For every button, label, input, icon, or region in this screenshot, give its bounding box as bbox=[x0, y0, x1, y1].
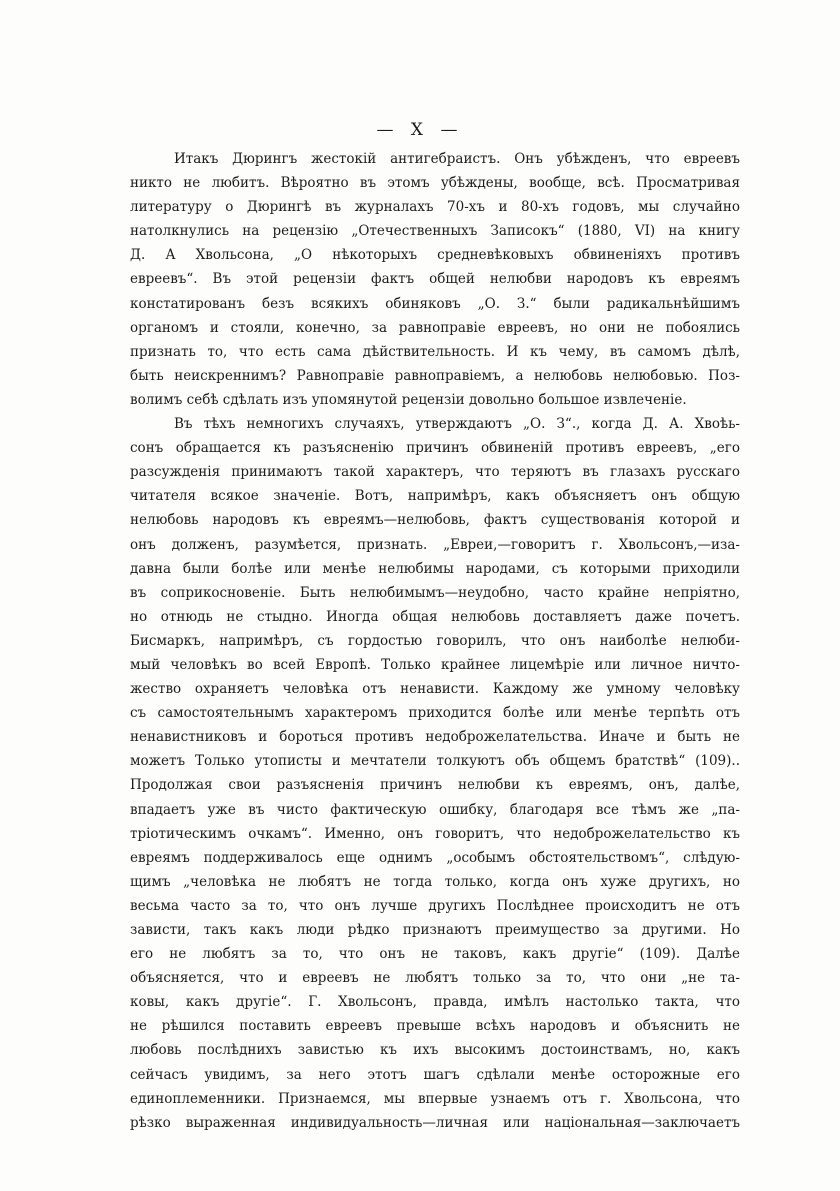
text-line: объясняется, что и евреевъ не любятъ только за то, что они „не та- bbox=[130, 970, 740, 987]
text-line: никто не любитъ. Вѣроятно въ этомъ убѣждены, вообще, всѣ. Просматривая bbox=[130, 175, 740, 192]
text-line: натолкнулись на рецензію „Отечественныхъ Записокъ“ (1880, VI) на книгу bbox=[130, 223, 740, 240]
text-line: ненавистниковъ и бороться противъ недоброжелательства. Иначе и быть не bbox=[130, 729, 740, 746]
text-line: читателя всякое значеніе. Вотъ, напримѣръ, какъ объясняетъ онъ общую bbox=[130, 488, 740, 505]
text-line: нелюбовь народовъ къ евреямъ—нелюбовь, фактъ существованія которой и bbox=[130, 512, 740, 529]
text-line: разсужденія принимаютъ такой характеръ, что теряютъ въ глазахъ русскаго bbox=[130, 464, 740, 481]
text-line: Продолжая свои разъясненія причинъ нелюбви къ евреямъ, онъ, далѣе, bbox=[130, 777, 740, 794]
text-line: тріотическимъ очкамъ“. Именно, онъ говоритъ, что недоброжелательство къ bbox=[130, 825, 740, 842]
text-line: Итакъ Дюрингъ жестокій антигебраистъ. Онъ убѣжденъ, что евреевъ bbox=[174, 151, 740, 167]
text-line: съ самостоятельнымъ характеромъ приходится болѣе или менѣе терпѣть отъ bbox=[130, 705, 740, 722]
text-line: признать то, что есть сама дѣйствительность. И къ чему, въ самомъ дѣлѣ, bbox=[130, 343, 740, 360]
text-line: щимъ „человѣка не любятъ не тогда только, когда онъ хуже другихъ, но bbox=[130, 873, 740, 890]
text-line: давна были болѣе или менѣе нелюбимы народами, съ которыми приходили bbox=[130, 560, 740, 577]
text-line: но отнюдь не стыдно. Иногда общая нелюбовь доставляетъ даже почетъ. bbox=[130, 608, 740, 625]
body-text bbox=[130, 147, 740, 1135]
text-line: органомъ и стояли, конечно, за равноправіе евреевъ, но они не побоялись bbox=[130, 319, 740, 336]
text-line: Бисмаркъ, напримѣръ, съ гордостью говорилъ, что онъ наиболѣе нелюби- bbox=[130, 632, 740, 649]
text-line: единоплеменники. Признаемся, мы впервые узнаемъ отъ г. Хвольсона, что bbox=[130, 1090, 740, 1107]
page-number-header: — X — bbox=[376, 120, 464, 140]
text-line: сейчасъ увидимъ, за него этотъ шагъ сдѣлали менѣе осторожные его bbox=[130, 1066, 740, 1083]
text-line: волимъ себѣ сдѣлать изъ упомянутой рецензіи довольно большое извлеченіе. bbox=[130, 391, 687, 408]
text-line: зависти, такъ какъ люди рѣдко признаютъ преимущество за другими. Но bbox=[130, 922, 740, 938]
text-line: евреевъ“. Въ этой рецензіи фактъ общей нелюбви народовъ къ евреямъ bbox=[130, 271, 740, 288]
text-line: евреямъ поддерживалось еще однимъ „особымъ обстоятельствомъ“, слѣдую- bbox=[130, 849, 740, 866]
text-line: жество охраняетъ человѣка отъ ненависти. Каждому же умному человѣку bbox=[130, 681, 740, 698]
text-line: литературу о Дюрингѣ въ журналахъ 70-хъ и 80-хъ годовъ, мы случайно bbox=[130, 199, 740, 216]
text-line: констатированъ безъ всякихъ обиняковъ „О. З.“ были радикальнѣйшимъ bbox=[130, 295, 740, 312]
text-line: сонъ обращается къ разъясненію причинъ обвиненій противъ евреевъ, „его bbox=[130, 440, 740, 457]
text-line: Въ тѣхъ немногихъ случаяхъ, утверждаютъ „О. З“., когда Д. А. Хвоѣь- bbox=[174, 416, 740, 433]
text-line: быть неискреннимъ? Равноправіе равноправіемъ, а нелюбовь нелюбовью. Поз- bbox=[130, 367, 740, 384]
text-line: онъ долженъ, разумѣется, признать. „Евреи,—говоритъ г. Хвольсонъ,—иза- bbox=[130, 536, 740, 553]
text-line: ковы, какъ другіе“. Г. Хвольсонъ, правда, имѣлъ настолько такта, что bbox=[130, 994, 740, 1011]
text-line: впадаетъ уже въ чисто фактическую ошибку, благодаря все тѣмъ же „па- bbox=[130, 801, 740, 818]
text-line: можетъ Только утописты и мечтатели толкуютъ объ общемъ братствѣ“ (109).. bbox=[130, 753, 740, 770]
text-line: въ соприкосновеніе. Быть нелюбимымъ—неудобно, часто крайне непріятно, bbox=[130, 584, 740, 601]
text-line: Д. А Хвольсона, „О нѣкоторыхъ средневѣковыхъ обвиненіяхъ противъ bbox=[130, 247, 740, 264]
text-line: его не любятъ за то, что онъ не таковъ, какъ другіе“ (109). Далѣе bbox=[130, 946, 740, 963]
text-line: любовь послѣднихъ завистью къ ихъ высокимъ достоинствамъ, но, какъ bbox=[130, 1042, 740, 1059]
text-line: не рѣшился поставить евреевъ превыше всѣхъ народовъ и объяснить не bbox=[130, 1018, 740, 1035]
text-line: рѣзко выраженная индивидуальность—личная или національная—заключаетъ bbox=[130, 1114, 740, 1131]
text-line: мый человѣкъ во всей Европѣ. Только крайнее лицемѣріе или личное ничто- bbox=[130, 656, 740, 673]
text-line: весьма часто за то, что онъ лучше другихъ Послѣднее происходитъ не отъ bbox=[130, 897, 740, 914]
